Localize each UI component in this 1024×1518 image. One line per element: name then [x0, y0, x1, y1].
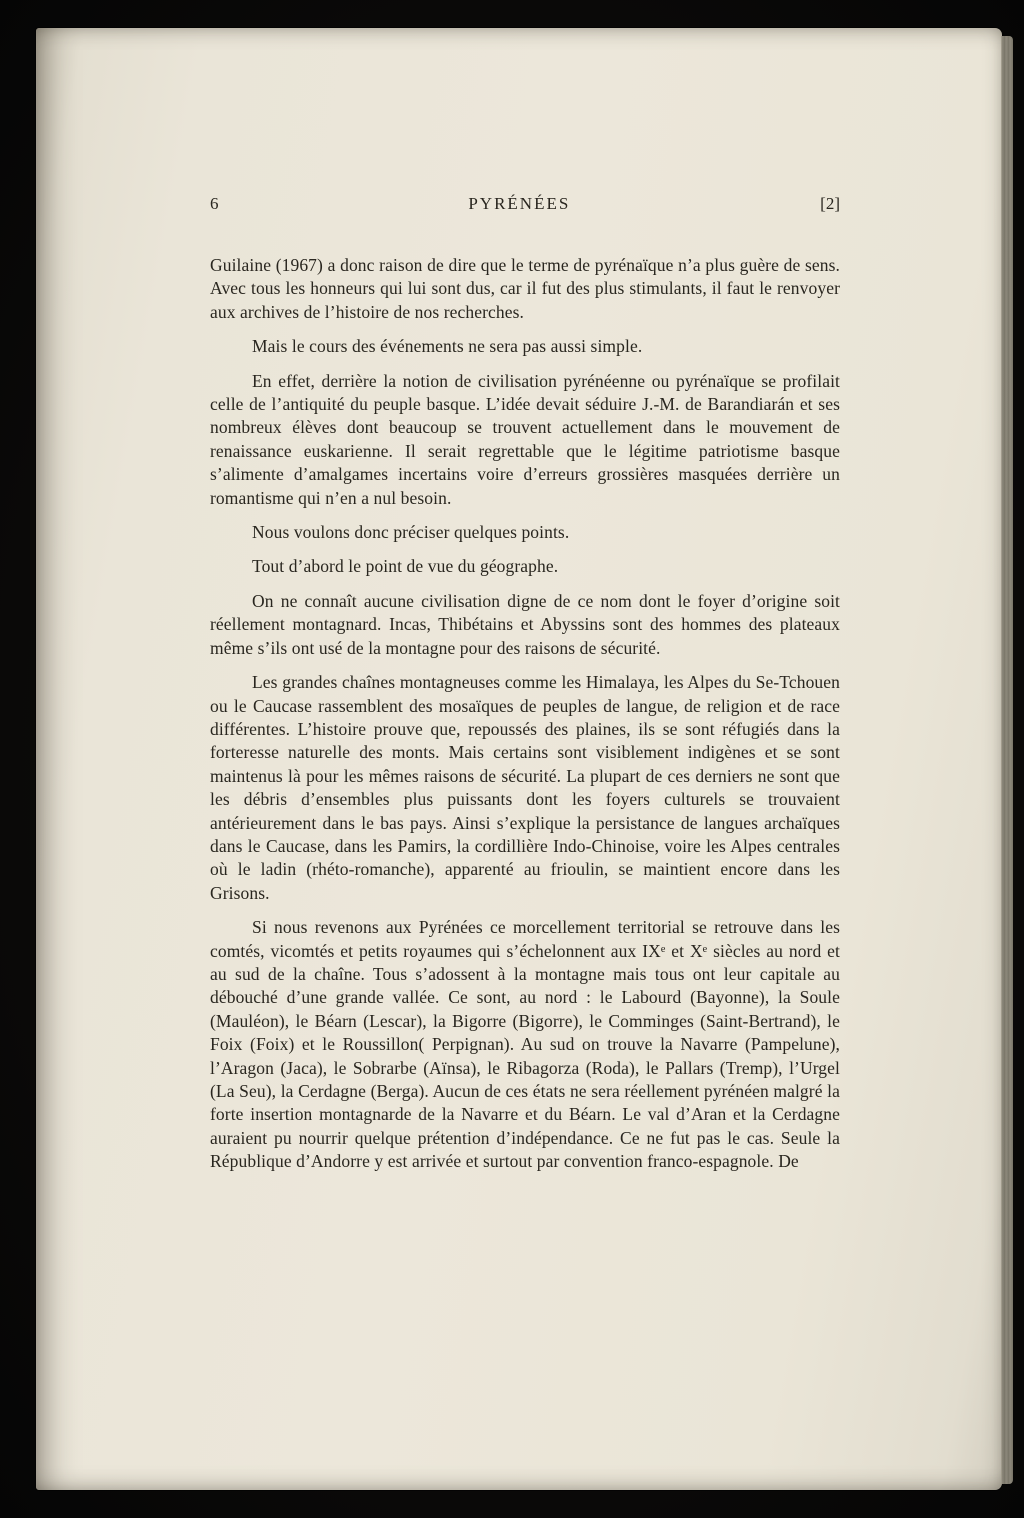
- paragraph: Mais le cours des événements ne sera pas aussi simple.: [252, 336, 643, 357]
- page-stack-edge: [1001, 36, 1013, 1484]
- paragraph: On ne connaît aucune civilisation digne de ce nom dont le foyer d’origine soit réellement montagnard. Incas, Thibétains et Abyssins sont des hommes des plateaux même s’ils ont usé de la montagne pour des raisons de sécurité.: [210, 590, 840, 658]
- paragraph: Guilaine (1967) a donc raison de dire que le terme de pyrénaïque n’a plus guère de sens. Avec tous les honneurs qui lui sont dus, car il fut des plus stimulants, il faut le renvoyer aux archives de l’histoire de nos recherches.: [210, 255, 840, 322]
- bracket-folio: [2]: [820, 194, 840, 213]
- paragraph: Si nous revenons aux Pyrénées ce morcellement territorial se retrouve dans les comtés, vicomtés et petits royaumes qui s’échelonnent aux IXᵉ et Xᵉ siècles au nord et au sud de la chaîne. Tous s’adossent à la montagne mais tous ont leur capitale au débouché d’une grande vallée. Ce sont, au nord : le Labourd (Bayonne), la Soule (Mauléon), le Béarn (Lescar), la Bigorre (Bigorre), le Comminges (Saint-Bertrand), le Foix (Foix) et le Roussillon( Perpignan). Au sud on trouve la Navarre (Pampelune), l’Aragon (Jaca), le Sobrarbe (Aïnsa), le Ribagorza (Roda), le Pallars (Tremp), l’Urgel (La Seu), la Cerdagne (Berga). Aucun de ces états ne sera réellement pyrénéen malgré la forte insertion montagnarde de la Navarre et du Béarn. Le val d’Aran et la Cerdagne auraient pu nourrir quelque prétention d’indépendance. Ce ne fut pas le cas. Seule la République d’Andorre y est arrivée et surtout par convention franco-espagnole. De: [210, 917, 840, 1172]
- paragraph: Nous voulons donc préciser quelques points.: [252, 522, 570, 543]
- book-page: [36, 28, 1002, 1490]
- paragraph: En effet, derrière la notion de civilisation pyrénéenne ou pyrénaïque se profilait celle de l’antiquité du peuple basque. L’idée devait séduire J.-M. de Barandiarán et ses nombreux élèves dont beaucoup se trouvent actuellement dans le mouvement de renaissance euskarienne. Il serait regrettable que le légitime patriotisme basque s’alimente d’amalgames incertains voire d’erreurs grossières masquées derrière un romantisme qui n’en a nul besoin.: [210, 370, 840, 508]
- page-body: [210, 194, 840, 1185]
- page-number: 6: [210, 194, 219, 213]
- paragraph: Tout d’abord le point de vue du géographe.: [252, 556, 559, 577]
- page-header: [210, 194, 840, 214]
- paragraph: Les grandes chaînes montagneuses comme les Himalaya, les Alpes du Se-Tchouen ou le Caucase rassemblent des mosaïques de peuples de langue, de religion et de race différentes. L’histoire prouve que, repoussés des plaines, ils se sont réfugiés dans la forteresse naturelle des monts. Mais certains sont visiblement indigènes et se sont maintenus là pour les mêmes raisons de sécurité. La plupart de ces derniers ne sont que les débris d’ensembles plus puissants dont les foyers culturels se trouvaient antérieurement dans le bas pays. Ainsi s’explique la persistance de langues archaïques dans le Caucase, dans les Pamirs, la cordillière Indo-Chinoise, voire les Alpes centrales où le ladin (rhéto-romanche), apparenté au frioulin, se maintient encore dans les Grisons.: [210, 672, 840, 903]
- paragraph-list: [210, 254, 840, 1174]
- running-title: PYRÉNÉES: [468, 194, 571, 213]
